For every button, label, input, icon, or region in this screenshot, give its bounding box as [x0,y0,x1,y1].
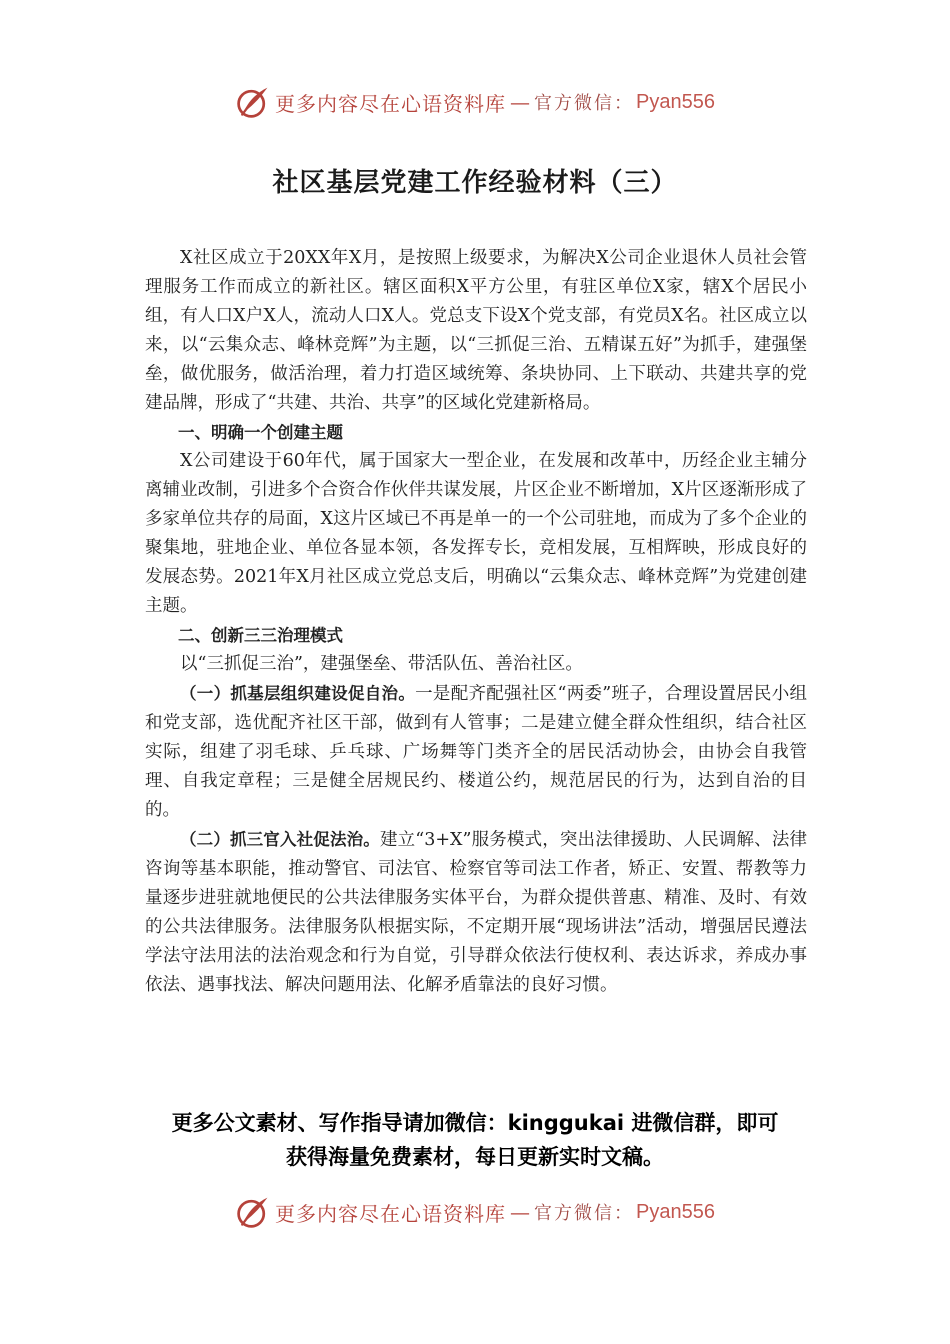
document-body [145,244,807,1000]
subsection-2-paragraph [145,825,807,1000]
banner-brand-text: 更多内容尽在心语资料库 [275,91,507,116]
quill-pen-logo-icon [235,84,271,120]
section-heading-2: 二、创新三三治理模式 [178,626,343,645]
footer-banner [0,1190,950,1234]
promo-line-2: 获得海量免费素材，每日更新实时文稿。 [286,1145,664,1169]
header-banner [0,80,950,124]
section-2-intro-paragraph: 以“三抓促三治”，建强堡垒、带活队伍、善治社区。 [180,654,583,674]
subsection-1-paragraph [145,679,807,825]
subsection-1-body: 一是配齐配强社区“两委”班子，合理设置居民小组和党支部，选优配齐社区干部，做到有人管事；二是建立健全群众性组织，结合社区实际，组建了羽毛球、乒乓球、广场舞等门类齐全的居民活动协会，由协会自我管理、自我定章程；三是健全居规民约、楼道公约，规范居民的行为，达到自治的目的。 [145,684,807,820]
footer-wechat-id: Pyan556 [636,1200,715,1223]
subsection-2-body: 建立“3+X”服务模式，突出法律援助、人民调解、法律咨询等基本职能，推动警官、司法官、检察官等司法工作者，矫正、安置、帮教等力量逐步进驻就地便民的公共法律服务实体平台，为群众提供普惠、精准、及时、有效的公共法律服务。法律服务队根据实际，不定期开展“现场讲法”活动，增强居民遵法学法守法用法的法治观念和行为自觉，引导群众依法行使权利、表达诉求，养成办事依法、遇事找法、解决问题用法、化解矛盾靠法的良好习惯。 [145,830,808,995]
footer-brand-text: 更多内容尽在心语资料库 [275,1201,507,1226]
subsection-2-lead: （二）抓三官入社促法治。 [180,830,380,849]
intro-paragraph: X社区成立于20XX年X月，是按照上级要求，为解决X公司企业退休人员社会管理服务工作而成立的新社区。辖区面积X平方公里，有驻区单位X家，辖X个居民小组，有人口X户X人，流动人口X人。党总支下设X个党支部，有党员X名。社区成立以来，以“云集众志、峰林竞辉”为主题，以“三抓促三治、五精谋五好”为抓手，建强堡垒，做优服务，做活治理，着力打造区域统筹、条块协同、上下联动、共建共享的党建品牌，形成了“共建、共治、共享”的区域化党建新格局。 [145,248,807,413]
banner-separator: — [510,90,531,114]
document-title: 社区基层党建工作经验材料（三） [272,168,678,198]
promo-notice [100,1106,850,1174]
promo-line-1: 更多公文素材、写作指导请加微信：kinggukai 进微信群，即可 [171,1111,779,1135]
section-1-paragraph: X公司建设于60年代，属于国家大一型企业，在发展和改革中，历经企业主辅分离辅业改制，引进多个合资合作伙伴共谋发展，片区企业不断增加，X片区逐渐形成了多家单位共存的局面，X这片区域已不再是单一的一个公司驻地，而成为了多个企业的聚集地，驻地企业、单位各显本领，各发挥专长，竞相发展，互相辉映，形成良好的发展态势。2021年X月社区成立党总支后，明确以“云集众志、峰林竞辉”为党建创建主题。 [145,451,807,616]
quill-pen-logo-icon [235,1194,271,1230]
footer-separator: — [510,1200,531,1224]
subsection-1-lead: （一）抓基层组织建设促自治。 [180,684,416,703]
footer-wechat-label: 官方微信： [534,1203,635,1224]
section-heading-1: 一、明确一个创建主题 [178,423,343,442]
banner-wechat-label: 官方微信： [534,93,635,114]
banner-wechat-id: Pyan556 [636,90,715,113]
